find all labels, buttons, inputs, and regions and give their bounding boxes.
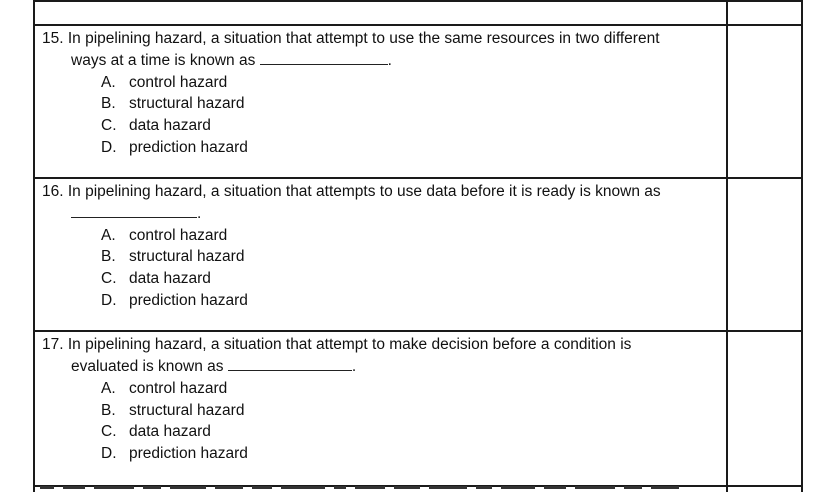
option-text: prediction hazard: [129, 292, 248, 309]
question-number: 15.: [42, 30, 64, 47]
question-15-line2: [71, 50, 392, 71]
option-text: control hazard: [129, 227, 228, 244]
option-a: [101, 225, 227, 246]
table-row-divider: [33, 177, 803, 179]
question-text: In pipelining hazard, a situation that attempts to use data before it is ready is known as: [67, 183, 661, 200]
option-letter: A.: [101, 74, 116, 91]
option-text: prediction hazard: [129, 139, 248, 156]
question-16-line2: [71, 203, 201, 224]
table-border-left: [33, 0, 35, 492]
option-letter: B.: [101, 248, 116, 265]
question-text: In pipelining hazard, a situation that attempt to make decision before a condition is: [67, 336, 632, 353]
option-d: [101, 443, 248, 464]
option-d: [101, 137, 248, 158]
option-c: [101, 115, 211, 136]
option-letter: A.: [101, 380, 116, 397]
question-17-line1: [42, 334, 631, 355]
table-column-divider: [726, 0, 728, 492]
option-text: structural hazard: [129, 402, 245, 419]
table-row-divider: [33, 24, 803, 26]
option-text: control hazard: [129, 74, 228, 91]
cropped-next-question: [40, 486, 720, 492]
option-letter: B.: [101, 402, 116, 419]
punctuation: .: [197, 205, 202, 222]
option-letter: C.: [101, 117, 117, 134]
option-d: [101, 290, 248, 311]
option-a: [101, 72, 227, 93]
punctuation: .: [387, 52, 392, 69]
option-b: [101, 400, 244, 421]
option-text: structural hazard: [129, 248, 245, 265]
table-row-divider: [33, 330, 803, 332]
option-text: control hazard: [129, 380, 228, 397]
option-text: data hazard: [129, 423, 211, 440]
table-border-right: [801, 0, 803, 492]
option-c: [101, 421, 211, 442]
question-text-cont: evaluated is known as: [71, 358, 224, 375]
punctuation: .: [351, 358, 357, 375]
option-text: structural hazard: [129, 95, 245, 112]
question-text: In pipelining hazard, a situation that attempt to use the same resources in two different: [67, 30, 660, 47]
question-17-line2: [71, 356, 356, 377]
option-text: data hazard: [129, 117, 211, 134]
option-letter: D.: [101, 445, 117, 462]
question-16-line1: [42, 181, 661, 202]
option-c: [101, 268, 211, 289]
option-text: data hazard: [129, 270, 211, 287]
option-a: [101, 378, 227, 399]
option-b: [101, 93, 244, 114]
option-letter: D.: [101, 292, 117, 309]
option-letter: C.: [101, 270, 117, 287]
answer-blank: [228, 357, 352, 371]
option-letter: B.: [101, 95, 116, 112]
answer-blank: [260, 51, 388, 65]
option-letter: A.: [101, 227, 116, 244]
question-text-cont: ways at a time is known as: [71, 52, 256, 69]
option-text: prediction hazard: [129, 445, 248, 462]
question-number: 16.: [42, 183, 64, 200]
table-border-top: [33, 0, 803, 2]
option-letter: C.: [101, 423, 117, 440]
option-b: [101, 246, 244, 267]
question-15-line1: [42, 28, 660, 49]
question-number: 17.: [42, 336, 64, 353]
option-letter: D.: [101, 139, 117, 156]
answer-blank: [71, 204, 197, 218]
